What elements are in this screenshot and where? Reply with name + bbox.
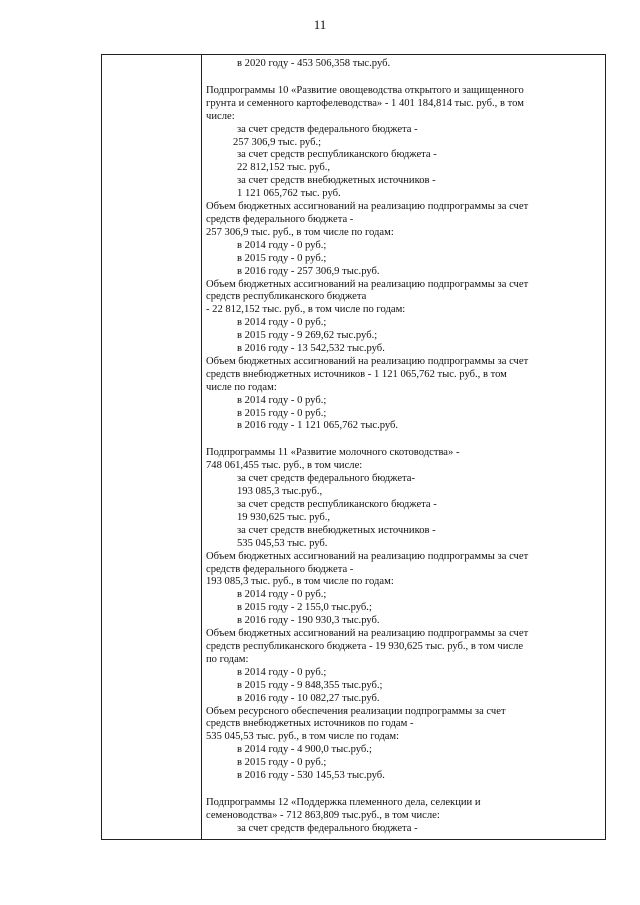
text-line: 19 930,625 тыс. руб., xyxy=(237,511,331,523)
text-line: 193 085,3 тыс. руб., в том числе по годам: xyxy=(206,576,394,588)
text-line: грунта и семенного картофелеводства» - 1 401 184,814 тыс. руб., в том xyxy=(206,97,524,109)
table-cell-content xyxy=(206,58,604,836)
text-line: 193 085,3 тыс.руб., xyxy=(237,486,323,498)
text-line: числе: xyxy=(206,110,235,122)
text-line: в 2014 году - 4 900,0 тыс.руб.; xyxy=(237,744,372,756)
text-line: 257 306,9 тыс. руб.; xyxy=(233,136,322,148)
text-line: 535 045,53 тыс. руб. xyxy=(237,537,328,549)
text-line: Подпрограммы 10 «Развитие овощеводства открытого и защищенного xyxy=(206,84,524,96)
text-line: Подпрограммы 12 «Поддержка племенного дела, селекции и xyxy=(206,796,481,808)
text-line: за счет средств федерального бюджета - xyxy=(237,822,418,834)
text-line: в 2016 году - 257 306,9 тыс.руб. xyxy=(237,265,380,277)
text-line: за счет средств республиканского бюджета - xyxy=(237,149,437,161)
text-line: в 2016 году - 190 930,3 тыс.руб. xyxy=(237,615,380,627)
text-line: Объем бюджетных ассигнований на реализацию подпрограммы за счет xyxy=(206,355,529,367)
text-line: средств республиканского бюджета - 19 930,625 тыс. руб., в том числе xyxy=(206,640,524,652)
text-line: - 22 812,152 тыс. руб., в том числе по годам: xyxy=(206,304,406,316)
text-line: в 2015 году - 9 848,355 тыс.руб.; xyxy=(237,679,383,691)
text-line: в 2014 году - 0 руб.; xyxy=(237,239,327,251)
paragraph-gap xyxy=(206,433,604,447)
text-line: Объем бюджетных ассигнований на реализацию подпрограммы за счет xyxy=(206,628,529,640)
text-line: в 2014 году - 0 руб.; xyxy=(237,589,327,601)
text-line: за счет средств внебюджетных источников - xyxy=(237,175,436,187)
text-line: в 2014 году - 0 руб.; xyxy=(237,317,327,329)
text-line: в 2015 году - 2 155,0 тыс.руб.; xyxy=(237,602,372,614)
text-line: 535 045,53 тыс. руб., в том числе по годам: xyxy=(206,731,400,743)
text-line: Объем бюджетных ассигнований на реализацию подпрограммы за счет xyxy=(206,201,529,213)
text-line: числе по годам: xyxy=(206,381,277,393)
text-line: в 2016 году - 530 145,53 тыс.руб. xyxy=(237,770,385,782)
text-line: Объем бюджетных ассигнований на реализацию подпрограммы за счет xyxy=(206,278,529,290)
text-line: 22 812,152 тыс. руб., xyxy=(237,162,331,174)
text-line: в 2020 году - 453 506,358 тыс.руб. xyxy=(237,58,391,69)
text-line: средств федерального бюджета - xyxy=(206,563,354,575)
paragraph-gap xyxy=(206,783,604,797)
text-line: средств республиканского бюджета xyxy=(206,291,367,303)
page-number: 11 xyxy=(313,17,327,32)
text-line: средств внебюджетных источников по годам - xyxy=(206,718,414,730)
text-line: семеноводства» - 712 863,809 тыс.руб., в том числе: xyxy=(206,809,440,821)
text-line: в 2015 году - 0 руб.; xyxy=(237,757,327,769)
column-divider xyxy=(201,55,202,839)
text-line: Подпрограммы 11 «Развитие молочного скотоводства» - xyxy=(206,447,460,459)
text-line: средств федерального бюджета - xyxy=(206,213,354,225)
text-line: в 2015 году - 9 269,62 тыс.руб.; xyxy=(237,330,378,342)
text-line: в 2016 году - 10 082,27 тыс.руб. xyxy=(237,692,380,704)
text-line: за счет средств федерального бюджета - xyxy=(237,123,418,135)
text-line: в 2014 году - 0 руб.; xyxy=(237,394,327,406)
text-line: по годам: xyxy=(206,653,249,665)
text-line: за счет средств республиканского бюджета - xyxy=(237,499,437,510)
text-line: Объем бюджетных ассигнований на реализацию подпрограммы за счет xyxy=(206,550,529,562)
text-line: в 2015 году - 0 руб.; xyxy=(237,252,327,264)
text-line: в 2014 году - 0 руб.; xyxy=(237,666,327,678)
text-line: Объем ресурсного обеспечения реализации подпрограммы за счет xyxy=(206,705,506,717)
text-line: средств внебюджетных источников - 1 121 065,762 тыс. руб., в том xyxy=(206,368,507,380)
text-line: 1 121 065,762 тыс. руб. xyxy=(237,188,341,200)
text-line: за счет средств федерального бюджета- xyxy=(237,473,416,485)
text-line: 748 061,455 тыс. руб., в том числе: xyxy=(206,460,363,472)
text-line: 257 306,9 тыс. руб., в том числе по годам: xyxy=(206,226,394,238)
text-line: в 2015 году - 0 руб.; xyxy=(237,407,327,419)
paragraph-gap xyxy=(206,71,604,85)
text-line: за счет средств внебюджетных источников - xyxy=(237,524,436,536)
text-line: в 2016 году - 1 121 065,762 тыс.руб. xyxy=(237,420,399,432)
text-line: в 2016 году - 13 542,532 тыс.руб. xyxy=(237,343,385,355)
